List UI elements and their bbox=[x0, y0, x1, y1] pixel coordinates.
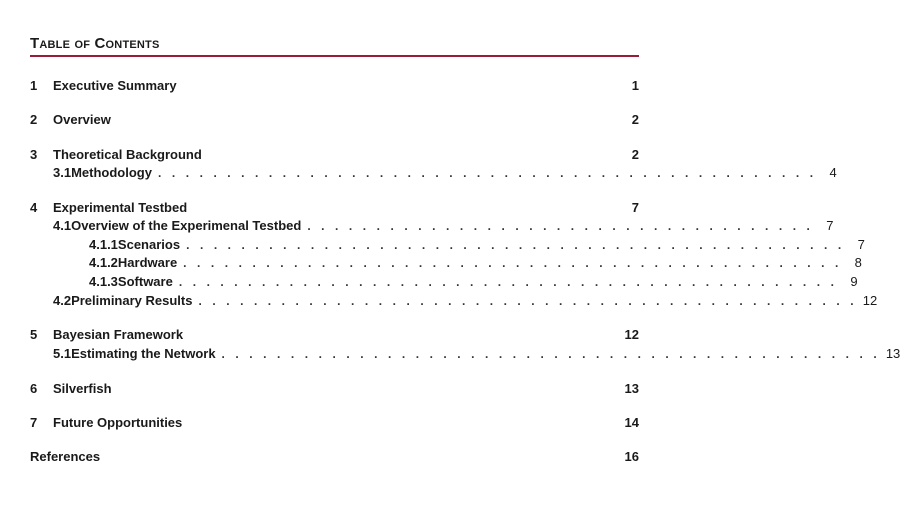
entry-page: 1 bbox=[631, 78, 639, 93]
entry-number: 4.1.3 bbox=[89, 274, 118, 289]
toc-entry-references[interactable] bbox=[30, 448, 639, 466]
dot-leader: . . . . . . . . . . . . . . . . . . . . . . . . . . . . . . . . . . . . . bbox=[307, 219, 814, 233]
entry-label: Preliminary Results bbox=[71, 293, 193, 308]
toc-entry-2[interactable] bbox=[30, 111, 639, 129]
toc-entry-4[interactable] bbox=[30, 199, 639, 217]
entry-number: 6 bbox=[30, 381, 38, 396]
dot-leader: . . . . . . . . . . . . . . . . . . . . . . . . . . . . . . . . . . . . . . . . . . . . . . . . bbox=[198, 294, 858, 308]
toc-entry-3-1[interactable] bbox=[30, 164, 837, 182]
dot-leader: . . . . . . . . . . . . . . . . . . . . . . . . . . . . . . . . . . . . . . . . . . . . . . . . bbox=[183, 256, 842, 270]
toc-entry-4-1-1[interactable] bbox=[30, 236, 865, 254]
dot-leader: . . . . . . . . . . . . . . . . . . . . . . . . . . . . . . . . . . . . . . . . . . . . . . . . bbox=[178, 275, 838, 289]
entry-page: 7 bbox=[826, 218, 834, 233]
entry-number: 4.1.1 bbox=[89, 237, 118, 252]
entry-number: 3.1 bbox=[53, 165, 72, 180]
entry-page: 4 bbox=[829, 165, 837, 180]
toc-entry-4-1-3[interactable] bbox=[30, 273, 858, 291]
entry-label: Executive Summary bbox=[53, 78, 177, 93]
entry-number: 7 bbox=[30, 415, 38, 430]
entry-number: 3 bbox=[30, 147, 38, 162]
toc-entry-4-1-2[interactable] bbox=[30, 254, 862, 272]
entry-label: Silverfish bbox=[53, 381, 112, 396]
entry-page: 2 bbox=[631, 147, 639, 162]
entry-label: Bayesian Framework bbox=[53, 327, 184, 342]
entry-label: Scenarios bbox=[117, 237, 181, 252]
entry-page: 13 bbox=[624, 381, 639, 396]
title-rule bbox=[30, 55, 639, 57]
entry-label: Hardware bbox=[117, 255, 178, 270]
entry-page: 12 bbox=[862, 293, 878, 308]
entry-number: 4.2 bbox=[53, 293, 72, 308]
toc-entry-5[interactable] bbox=[30, 326, 639, 344]
entry-label: Experimental Testbed bbox=[53, 200, 188, 215]
toc-entry-7[interactable] bbox=[30, 414, 639, 432]
entry-number: 5 bbox=[30, 327, 38, 342]
entry-number: 1 bbox=[30, 78, 38, 93]
entry-page: 2 bbox=[631, 112, 639, 127]
entry-number: 4.1.2 bbox=[89, 255, 118, 270]
entry-page: 7 bbox=[631, 200, 639, 215]
entry-label: Methodology bbox=[71, 165, 152, 180]
entry-label: Software bbox=[117, 274, 173, 289]
entry-number: 2 bbox=[30, 112, 38, 127]
toc-entry-6[interactable] bbox=[30, 380, 639, 398]
entry-page: 16 bbox=[624, 449, 639, 464]
entry-page: 12 bbox=[624, 327, 639, 342]
entry-number: 5.1 bbox=[53, 346, 72, 361]
entry-number: 4.1 bbox=[53, 218, 72, 233]
entry-page: 7 bbox=[857, 237, 865, 252]
toc-entry-1[interactable] bbox=[30, 77, 639, 95]
dot-leader: . . . . . . . . . . . . . . . . . . . . . . . . . . . . . . . . . . . . . . . . . . . . . . . . bbox=[221, 347, 881, 361]
entry-page: 13 bbox=[885, 346, 900, 361]
toc-entry-3[interactable] bbox=[30, 146, 639, 164]
dot-leader: . . . . . . . . . . . . . . . . . . . . . . . . . . . . . . . . . . . . . . . . . . . . . . . . bbox=[186, 238, 845, 252]
entry-page: 9 bbox=[850, 274, 858, 289]
toc-entry-5-1[interactable] bbox=[30, 345, 900, 363]
entry-label: Overview of the Experimenal Testbed bbox=[71, 218, 302, 233]
entry-label: Future Opportunities bbox=[53, 415, 183, 430]
entry-label: Theoretical Background bbox=[53, 147, 202, 162]
entry-page: 14 bbox=[624, 415, 639, 430]
entry-page: 8 bbox=[854, 255, 862, 270]
dot-leader: . . . . . . . . . . . . . . . . . . . . . . . . . . . . . . . . . . . . . . . . . . . . . . . . bbox=[157, 166, 817, 180]
toc-title: Table of Contents bbox=[30, 35, 160, 52]
toc-entry-4-1[interactable] bbox=[30, 217, 834, 235]
entry-label: Estimating the Network bbox=[71, 346, 216, 361]
entry-number: 4 bbox=[30, 200, 38, 215]
entry-label: Overview bbox=[53, 112, 111, 127]
toc-entry-4-2[interactable] bbox=[30, 292, 878, 310]
entry-label: References bbox=[30, 449, 101, 464]
